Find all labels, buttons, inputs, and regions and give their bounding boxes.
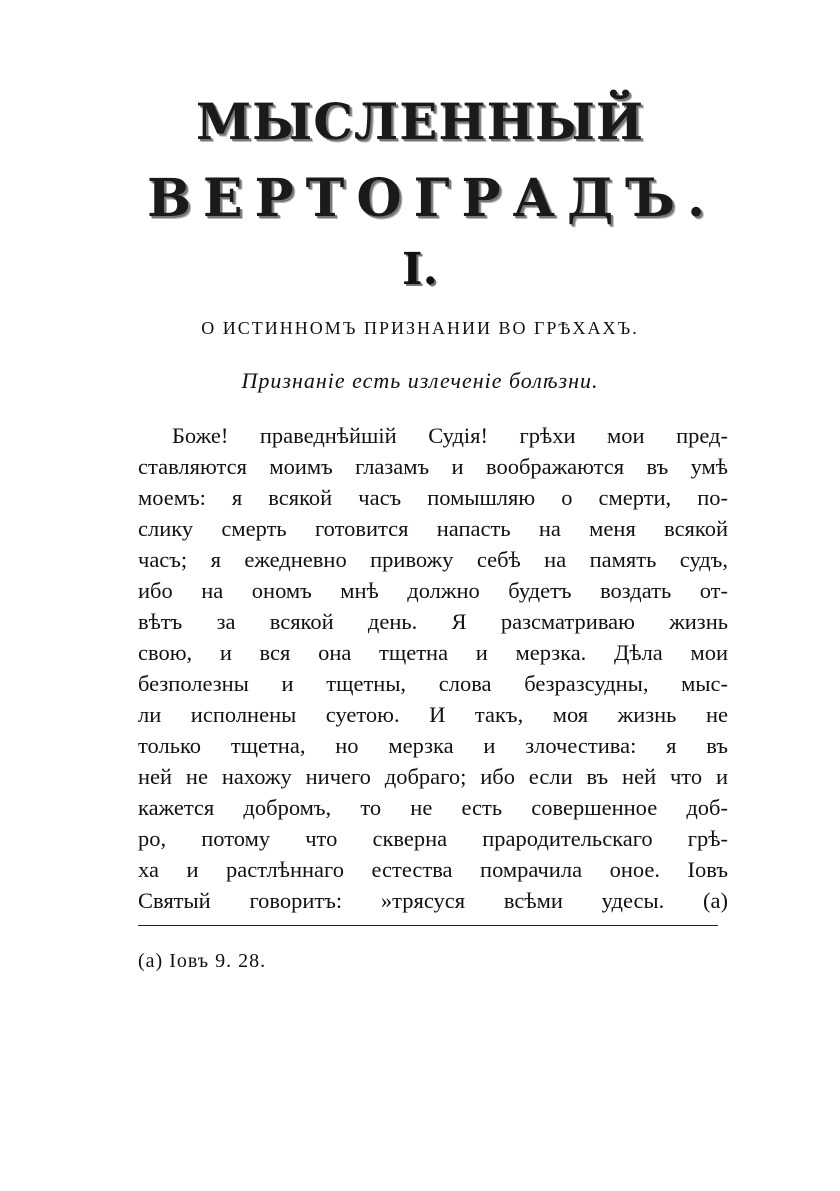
body-line: свою, и вся она тщетна и мерзка. Дѣла мои	[138, 640, 728, 665]
body-line: часъ; я ежедневно привожу себѣ на память судъ,	[138, 547, 728, 572]
body-line: Святый говоритъ: »трясуся всѣми удесы. (а)	[138, 888, 728, 913]
footnote-divider	[138, 925, 718, 926]
chapter-heading: О ИСТИННОМЪ ПРИЗНАНИИ ВО ГРѢХАХЪ.	[201, 318, 639, 338]
body-line: ней не нахожу ничего добраго; ибо если въ ней что и	[138, 764, 728, 789]
body-line: ро, потому что скверна прародительскаго грѣ-	[138, 826, 728, 851]
body-line: слику смерть готовится напасть на меня всякой	[138, 516, 728, 541]
body-line: кажется добромъ, то не есть совершенное доб-	[138, 795, 728, 820]
body-line: вѣтъ за всякой день. Я разсматриваю жизнь	[138, 609, 728, 634]
body-line: ли исполнены суетою. И такъ, моя жизнь не	[138, 702, 728, 727]
body-line: ха и растлѣннаго естества помрачила оное. Іовъ	[138, 857, 728, 882]
body-text	[138, 420, 728, 916]
title-line-1: МЫСЛЕННЫЙ	[195, 92, 645, 151]
footnote: (а) Іовъ 9. 28.	[138, 950, 267, 972]
body-line: ставляются моимъ глазамъ и воображаются въ умѣ	[138, 454, 728, 479]
body-line: моемъ: я всякой часъ помышляю о смерти, по-	[138, 485, 728, 510]
epigraph: Признаніе есть излеченіе болѣзни.	[241, 368, 599, 393]
body-line: ибо на ономъ мнѣ должно будетъ воздать от-	[138, 578, 728, 603]
title-line-2: ВЕРТОГРАДЪ.	[146, 168, 718, 229]
body-line: только тщетна, но мерзка и злочестива: я въ	[138, 733, 728, 758]
body-line: Боже! праведнѣйшій Судія! грѣхи мои пред-	[172, 423, 728, 448]
body-line: безполезны и тщетны, слова безразсудны, мыс-	[138, 671, 728, 696]
section-numeral: I.	[402, 244, 438, 295]
